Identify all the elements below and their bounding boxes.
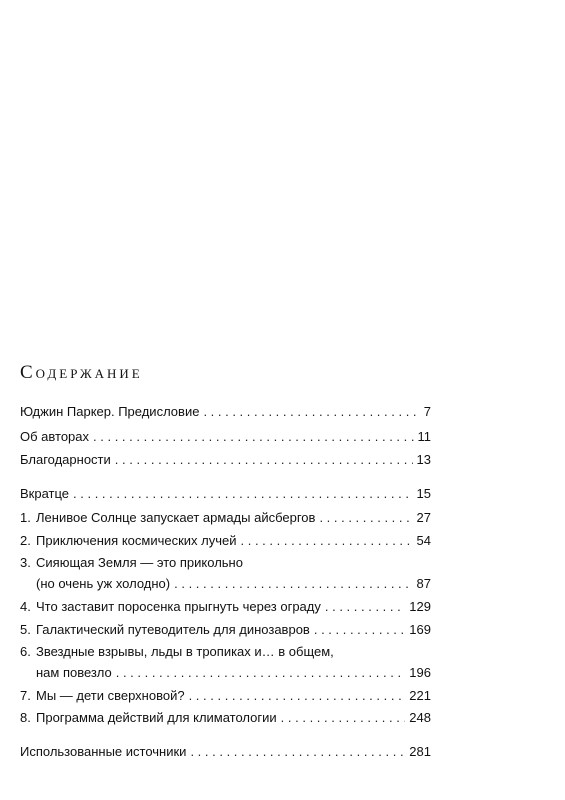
toc-leader-dots bbox=[93, 429, 413, 444]
toc-entry-number: 3. bbox=[20, 555, 31, 570]
toc-leader-dots bbox=[314, 622, 405, 637]
toc-entry-text: Приключения космических лучей bbox=[36, 533, 237, 548]
toc-entry-number: 1. bbox=[20, 510, 31, 525]
toc-entry-text: Сияющая Земля — это прикольно bbox=[36, 555, 243, 570]
toc-entry-text: Программа действий для климатологии bbox=[36, 710, 277, 725]
toc-entry-number: 5. bbox=[20, 622, 31, 637]
toc-entry-page: 7 bbox=[423, 404, 431, 419]
toc-entry-page: 27 bbox=[416, 510, 431, 525]
toc-entry-text: Галактический путеводитель для динозавров bbox=[36, 622, 310, 637]
toc-entry-chapter-4[interactable] bbox=[20, 599, 431, 617]
toc-entry-page: 196 bbox=[409, 665, 431, 680]
toc-entry-text: Что заставит поросенка прыгнуть через ограду bbox=[36, 599, 321, 614]
toc-entry-number: 6. bbox=[20, 644, 31, 659]
toc-entry-page: 169 bbox=[409, 622, 431, 637]
toc-leader-dots bbox=[174, 576, 412, 591]
toc-entry-chapter-2[interactable] bbox=[20, 533, 431, 551]
toc-leader-dots bbox=[73, 486, 413, 501]
toc-entry-number: 4. bbox=[20, 599, 31, 614]
toc-entry-number: 7. bbox=[20, 688, 31, 703]
toc-title: Содержание bbox=[20, 362, 143, 383]
toc-entry-chapter-3[interactable] bbox=[20, 555, 431, 573]
toc-entry-acknowledgements[interactable] bbox=[20, 452, 431, 470]
toc-entry-number: 8. bbox=[20, 710, 31, 725]
toc-entry-chapter-3-continued[interactable] bbox=[20, 576, 431, 594]
toc-entry-page: 221 bbox=[409, 688, 431, 703]
toc-entry-sources[interactable] bbox=[20, 744, 431, 762]
toc-leader-dots bbox=[325, 599, 405, 614]
toc-entry-foreword[interactable] bbox=[20, 404, 431, 422]
toc-entry-page: 54 bbox=[416, 533, 431, 548]
toc-entry-page: 129 bbox=[409, 599, 431, 614]
toc-leader-dots bbox=[281, 710, 406, 725]
toc-entry-number: 2. bbox=[20, 533, 31, 548]
toc-leader-dots bbox=[116, 665, 406, 680]
toc-leader-dots bbox=[319, 510, 412, 525]
toc-leader-dots bbox=[190, 744, 405, 759]
toc-leader-dots bbox=[189, 688, 406, 703]
toc-entry-text: Использованные источники bbox=[20, 744, 187, 759]
toc-entry-summary[interactable] bbox=[20, 486, 431, 504]
toc-entry-page: 87 bbox=[416, 576, 431, 591]
toc-entry-text: Вкратце bbox=[20, 486, 70, 501]
toc-entry-chapter-1[interactable] bbox=[20, 510, 431, 528]
toc-entry-page: 15 bbox=[416, 486, 431, 501]
toc-entry-authors[interactable] bbox=[20, 429, 431, 447]
toc-leader-dots bbox=[241, 533, 413, 548]
toc-entry-page: 248 bbox=[409, 710, 431, 725]
toc-entry-page: 13 bbox=[416, 452, 431, 467]
toc-entry-text: (но очень уж холодно) bbox=[36, 576, 171, 591]
toc-entry-chapter-6-continued[interactable] bbox=[20, 665, 431, 683]
toc-entry-text: Звездные взрывы, льды в тропиках и… в общем, bbox=[36, 644, 334, 659]
toc-entry-text: Благодарности bbox=[20, 452, 111, 467]
toc-entry-chapter-8[interactable] bbox=[20, 710, 431, 728]
toc-entry-page: 11 bbox=[417, 429, 431, 444]
toc-entry-text: нам повезло bbox=[36, 665, 112, 680]
toc-entry-text: Юджин Паркер. Предисловие bbox=[20, 404, 200, 419]
toc-entry-chapter-6[interactable] bbox=[20, 644, 431, 662]
toc-entry-chapter-5[interactable] bbox=[20, 622, 431, 640]
toc-entry-chapter-7[interactable] bbox=[20, 688, 431, 706]
toc-entry-text: Ленивое Солнце запускает армады айсбергов bbox=[36, 510, 316, 525]
toc-leader-dots bbox=[115, 452, 413, 467]
toc-entry-text: Об авторах bbox=[20, 429, 90, 444]
toc-entry-text: Мы — дети сверхновой? bbox=[36, 688, 185, 703]
toc-leader-dots bbox=[203, 404, 419, 419]
toc-entry-page: 281 bbox=[409, 744, 431, 759]
